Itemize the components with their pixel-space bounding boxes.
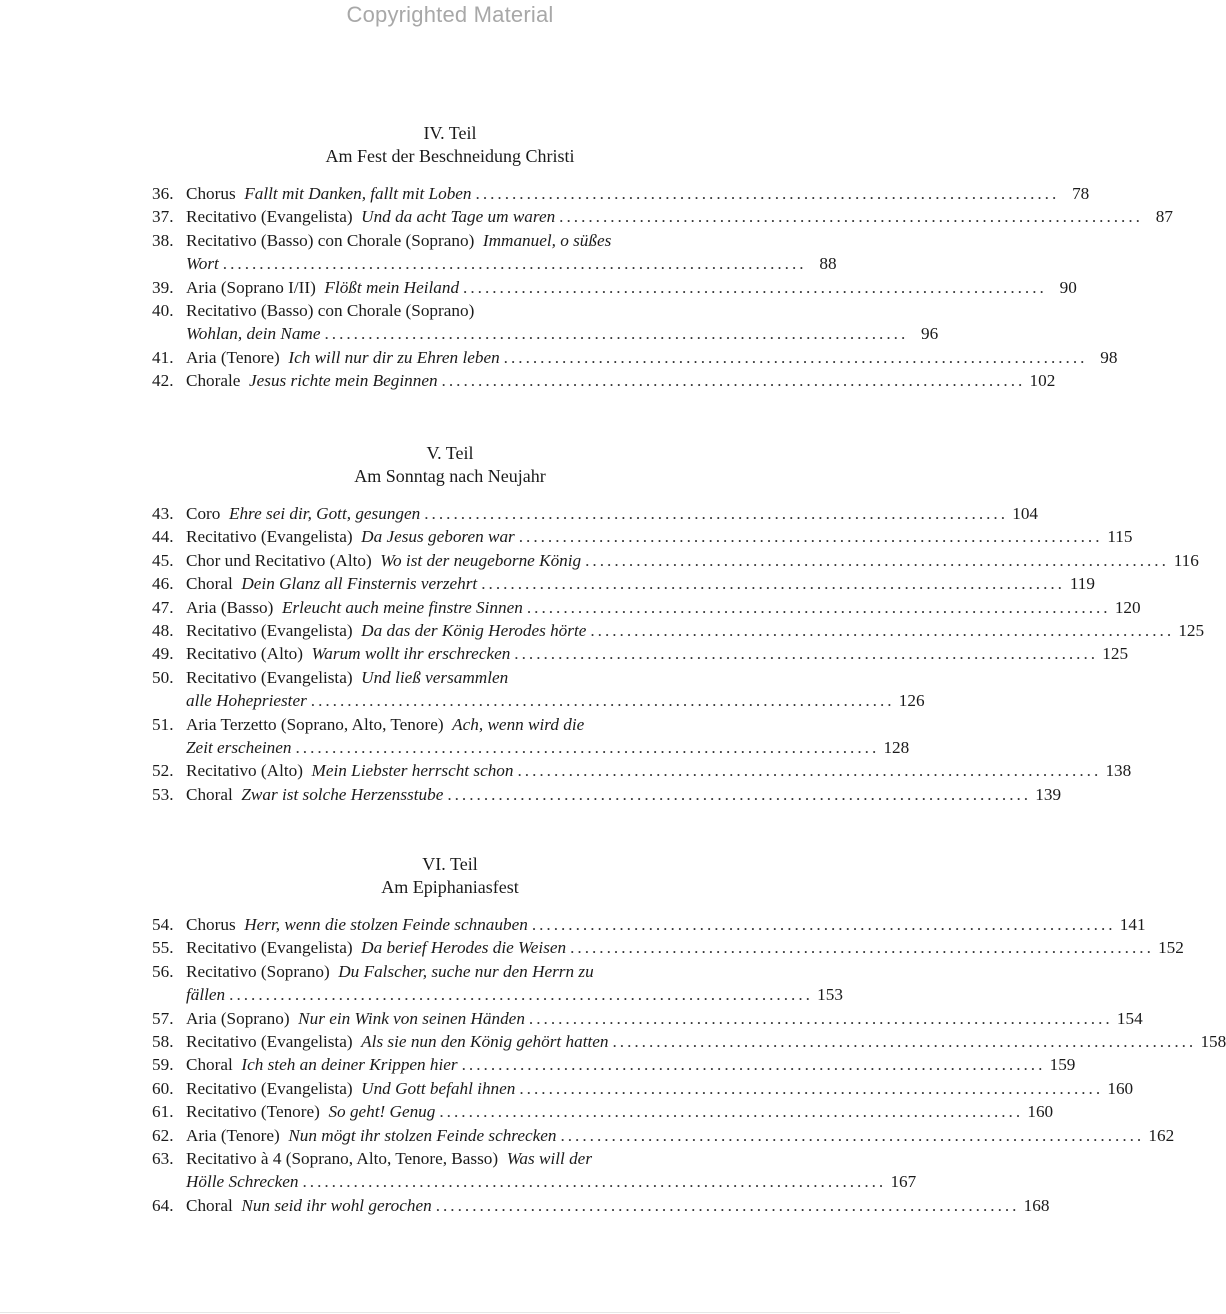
movement-title: Und da acht Tage um waren — [361, 207, 556, 227]
dot-leader: ................................................................................ — [461, 1055, 1046, 1075]
page-number: 104 — [1012, 504, 1038, 523]
page-number: 160 — [1027, 1102, 1054, 1122]
page-number: 168 — [1023, 1195, 1050, 1215]
movement-type: Aria (Tenore) — [186, 1125, 280, 1145]
movement-type: Chorale — [186, 371, 241, 391]
entry-number: 37. — [152, 207, 174, 227]
movement-title: Ich will nur dir zu Ehren leben — [288, 347, 500, 367]
movement-type: Recitativo (Evangelista) — [186, 207, 353, 227]
toc-entry — [152, 642, 1129, 665]
entry-number: 55. — [152, 938, 174, 958]
movement-title: Ach, wenn wird die — [452, 714, 585, 734]
copyright-watermark: Copyrighted Material — [346, 2, 554, 27]
movement-type: Recitativo (Basso) con Chorale (Soprano) — [186, 230, 475, 250]
entry-text — [186, 936, 566, 959]
movement-type: Recitativo (Evangelista) — [186, 621, 353, 641]
section-part-4 — [0, 122, 1173, 393]
movement-title: Erleucht auch meine finstre Sinnen — [281, 597, 523, 617]
entry-text — [186, 619, 586, 642]
page-number: 162 — [1148, 1125, 1175, 1145]
page-number: 125 — [1178, 621, 1205, 641]
toc-entry — [152, 299, 939, 346]
dot-leader: ................................................................................ — [531, 915, 1116, 934]
entry-text — [186, 525, 515, 548]
entry-line — [152, 1147, 716, 1170]
entry-line — [152, 736, 910, 759]
entry-line — [152, 525, 1133, 548]
entry-line — [152, 276, 1077, 299]
entry-number: 56. — [152, 961, 174, 981]
entry-line — [152, 713, 716, 736]
entry-number: 54. — [152, 915, 174, 934]
dot-leader: ................................................................................ — [324, 324, 909, 344]
entry-text — [186, 1100, 435, 1123]
dot-leader: ................................................................................ — [475, 184, 1060, 203]
dot-leader: ................................................................................ — [481, 574, 1065, 594]
movement-title: Und ließ versammlen — [361, 667, 509, 687]
movement-title: Was will der — [506, 1149, 593, 1169]
entry-text — [186, 229, 611, 252]
toc-entry — [152, 525, 1133, 548]
movement-type: Chor und Recitativo (Alto) — [186, 550, 372, 570]
toc-entry — [152, 936, 1184, 959]
entry-number: 59. — [152, 1055, 174, 1075]
page-number: 153 — [817, 985, 843, 1005]
movement-title: fällen — [186, 985, 226, 1005]
section-title: V. Teil — [426, 443, 474, 463]
entry-list — [152, 502, 1205, 806]
section-subtitle: Am Sonntag nach Neujahr — [354, 466, 546, 486]
movement-title: Fallt mit Danken, fallt mit Loben — [244, 184, 472, 203]
movement-type: Aria Terzetto (Soprano, Alto, Tenore) — [186, 714, 444, 734]
toc-entry — [152, 502, 1038, 525]
movement-title: Dein Glanz all Finsternis verzehrt — [241, 574, 478, 594]
entry-text — [186, 1170, 298, 1193]
movement-type: Choral — [186, 574, 233, 594]
entry-number: 48. — [152, 621, 174, 641]
toc-entry — [152, 619, 1205, 642]
entry-line — [152, 783, 1062, 806]
entry-text — [186, 322, 320, 345]
toc-entry — [152, 572, 1095, 595]
page-number: 119 — [1069, 574, 1095, 594]
section-title: IV. Teil — [423, 123, 477, 143]
entry-line — [152, 502, 1038, 525]
dot-leader: ................................................................................ — [528, 1008, 1113, 1028]
dot-leader: ................................................................................ — [229, 985, 813, 1005]
entry-list — [152, 913, 1226, 1217]
entry-number: 39. — [152, 277, 174, 297]
entry-number: 50. — [152, 667, 174, 687]
entry-number: 61. — [152, 1102, 174, 1122]
movement-title: Warum wollt ihr erschrecken — [311, 644, 511, 664]
toc-entry — [152, 1194, 1050, 1217]
entry-line — [152, 913, 1146, 936]
dot-leader: ................................................................................ — [518, 527, 1103, 547]
entry-text — [186, 713, 584, 736]
dot-leader: ................................................................................ — [517, 761, 1102, 781]
movement-type: Coro — [186, 504, 221, 523]
toc-entry — [152, 205, 1173, 228]
page-number: 90 — [1059, 277, 1077, 297]
entry-number: 51. — [152, 714, 174, 734]
toc-entry — [152, 1007, 1143, 1030]
movement-title: Mein Liebster herrscht schon — [311, 761, 514, 781]
entry-line — [152, 689, 925, 712]
toc-entry — [152, 182, 1090, 205]
movement-title: Immanuel, o süßes — [482, 230, 612, 250]
page-number: 98 — [1100, 347, 1118, 367]
toc-entry — [152, 666, 925, 713]
entry-text — [186, 1007, 525, 1030]
page-number: 78 — [1072, 184, 1090, 203]
movement-title: Flößt mein Heiland — [324, 277, 460, 297]
entry-text — [186, 276, 459, 299]
dot-leader: ................................................................................ — [439, 1102, 1024, 1122]
entry-text — [186, 1124, 556, 1147]
entry-text — [186, 960, 594, 983]
entry-number: 42. — [152, 371, 174, 391]
entry-text — [186, 205, 555, 228]
toc-entry — [152, 229, 837, 276]
dot-leader: ................................................................................ — [295, 738, 880, 758]
dot-leader: ................................................................................ — [222, 254, 807, 274]
movement-title: Da berief Herodes die Weisen — [361, 938, 567, 958]
entry-line — [152, 596, 1141, 619]
entry-line — [152, 759, 1132, 782]
dot-leader: ................................................................................ — [519, 1078, 1104, 1098]
page-number: 152 — [1158, 938, 1184, 958]
entry-text — [186, 572, 477, 595]
toc-entry — [152, 369, 1056, 392]
page-number: 154 — [1116, 1008, 1143, 1028]
movement-type: Recitativo (Alto) — [186, 761, 303, 781]
entry-line — [152, 666, 716, 689]
dot-leader: ................................................................................ — [514, 644, 1099, 664]
dot-leader: ................................................................................ — [526, 597, 1111, 617]
entry-text — [186, 642, 510, 665]
dot-leader: ................................................................................ — [560, 1125, 1145, 1145]
dot-leader: ................................................................................ — [590, 621, 1175, 641]
entry-number: 64. — [152, 1195, 174, 1215]
movement-title: Wort — [186, 254, 219, 274]
movement-type: Recitativo (Basso) con Chorale (Soprano) — [186, 301, 475, 321]
entry-line — [152, 549, 1199, 572]
entry-line — [152, 369, 1056, 392]
movement-type: Aria (Soprano) — [186, 1008, 290, 1028]
entry-line — [152, 252, 837, 275]
toc-entry — [152, 1124, 1175, 1147]
entry-line — [152, 1124, 1175, 1147]
toc-entry — [152, 713, 910, 760]
entry-text — [186, 549, 581, 572]
entry-text — [186, 252, 219, 275]
movement-type: Aria (Basso) — [186, 597, 274, 617]
movement-title: Ich steh an deiner Krippen hier — [241, 1055, 458, 1075]
page-number: 115 — [1107, 527, 1133, 547]
movement-type: Recitativo à 4 (Soprano, Alto, Tenore, Basso) — [186, 1149, 499, 1169]
toc-entry — [152, 596, 1141, 619]
entry-number: 58. — [152, 1032, 174, 1052]
page-number: 141 — [1119, 915, 1146, 934]
toc-entry — [152, 1077, 1134, 1100]
toc-entry — [152, 1030, 1226, 1053]
dot-leader: ................................................................................ — [302, 1172, 887, 1192]
entry-text — [186, 1030, 608, 1053]
entry-line — [152, 1100, 1054, 1123]
page-number: 128 — [883, 738, 910, 758]
entry-text — [186, 596, 523, 619]
movement-title: Herr, wenn die stolzen Feinde schnauben — [244, 915, 528, 934]
entry-number: 40. — [152, 301, 174, 321]
toc-entry — [152, 276, 1077, 299]
entry-line — [152, 1007, 1143, 1030]
entry-number: 62. — [152, 1125, 174, 1145]
movement-title: Nun mögt ihr stolzen Feinde schrecken — [288, 1125, 557, 1145]
movement-type: Choral — [186, 784, 233, 804]
entry-text — [186, 983, 225, 1006]
entry-line — [152, 619, 1205, 642]
dot-leader: ................................................................................ — [559, 207, 1143, 227]
toc-entry — [152, 1147, 917, 1194]
entry-number: 52. — [152, 761, 174, 781]
movement-type: Aria (Soprano I/II) — [186, 277, 316, 297]
dot-leader: ................................................................................ — [503, 347, 1088, 367]
entry-text — [186, 1077, 515, 1100]
page-number: 139 — [1035, 784, 1062, 804]
entry-line — [152, 572, 1095, 595]
entry-number: 43. — [152, 504, 174, 523]
movement-title: Hölle Schrecken — [186, 1172, 299, 1192]
movement-type: Recitativo (Evangelista) — [186, 1032, 353, 1052]
entry-text — [186, 783, 443, 806]
page-number: 120 — [1114, 597, 1141, 617]
entry-number: 53. — [152, 784, 174, 804]
entry-text — [186, 736, 291, 759]
entry-text — [186, 502, 420, 525]
page-number: 88 — [819, 254, 837, 274]
entry-line — [152, 299, 716, 322]
page-number: 167 — [890, 1172, 917, 1192]
movement-title: Nur ein Wink von seinen Händen — [298, 1008, 525, 1028]
movement-type: Aria (Tenore) — [186, 347, 280, 367]
entry-text — [186, 369, 438, 392]
entry-line — [152, 229, 716, 252]
entry-number: 38. — [152, 230, 174, 250]
movement-type: Chorus — [186, 915, 236, 934]
dot-leader: ................................................................................ — [570, 938, 1154, 958]
page-number: 102 — [1029, 371, 1056, 391]
section-subtitle: Am Epiphaniasfest — [381, 877, 519, 897]
movement-title: Wo ist der neugeborne König — [380, 550, 582, 570]
toc-entry — [152, 913, 1146, 936]
movement-title: Als sie nun den König gehört hatten — [361, 1032, 609, 1052]
dot-leader: ................................................................................ — [435, 1195, 1020, 1215]
movement-title: Da Jesus geboren war — [361, 527, 515, 547]
entry-line — [152, 322, 939, 345]
entry-text — [186, 299, 474, 322]
toc-entry — [152, 1100, 1054, 1123]
entry-line — [152, 1077, 1134, 1100]
page-number: 96 — [921, 324, 939, 344]
movement-title: Ehre sei dir, Gott, gesungen — [228, 504, 421, 523]
movement-type: Choral — [186, 1195, 233, 1215]
movement-type: Recitativo (Evangelista) — [186, 1078, 353, 1098]
movement-type: Recitativo (Alto) — [186, 644, 303, 664]
page-number: 138 — [1105, 761, 1132, 781]
entry-line — [152, 1030, 1226, 1053]
entry-number: 49. — [152, 644, 174, 664]
movement-title: Und Gott befahl ihnen — [361, 1078, 516, 1098]
movement-title: Du Falscher, suche nur den Herrn zu — [338, 961, 594, 981]
dot-leader: ................................................................................ — [424, 504, 1008, 523]
toc-entry — [152, 759, 1132, 782]
dot-leader: ................................................................................ — [612, 1032, 1197, 1052]
entry-number: 63. — [152, 1149, 174, 1169]
movement-title: alle Hohepriester — [186, 691, 307, 711]
entry-number: 36. — [152, 184, 174, 203]
movement-type: Choral — [186, 1055, 233, 1075]
entry-text — [186, 346, 500, 369]
section-part-5 — [0, 442, 1205, 806]
entry-list — [152, 182, 1173, 393]
movement-type: Chorus — [186, 184, 236, 203]
entry-line — [152, 1053, 1076, 1076]
movement-type: Recitativo (Evangelista) — [186, 667, 353, 687]
entry-line — [152, 182, 1090, 205]
entry-line — [152, 642, 1129, 665]
entry-text — [186, 666, 508, 689]
entry-number: 60. — [152, 1078, 174, 1098]
entry-text — [186, 1053, 458, 1076]
entry-line — [152, 1170, 917, 1193]
movement-type: Recitativo (Evangelista) — [186, 527, 353, 547]
entry-number: 41. — [152, 347, 174, 367]
entry-number: 47. — [152, 597, 174, 617]
section-title: VI. Teil — [422, 854, 478, 874]
movement-type: Recitativo (Tenore) — [186, 1102, 320, 1122]
entry-text — [186, 689, 307, 712]
entry-number: 45. — [152, 550, 174, 570]
entry-line — [152, 960, 716, 983]
entry-number: 57. — [152, 1008, 174, 1028]
entry-text — [186, 182, 472, 205]
page-number: 158 — [1200, 1032, 1226, 1052]
section-part-6 — [0, 853, 1226, 1217]
toc-entry — [152, 549, 1199, 572]
entry-text — [186, 913, 528, 936]
page-number: 126 — [898, 691, 925, 711]
entry-line — [152, 983, 843, 1006]
movement-title: Da das der König Herodes hörte — [361, 621, 587, 641]
movement-title: Zeit erscheinen — [186, 738, 292, 758]
page-number: 116 — [1173, 550, 1199, 570]
entry-text — [186, 1194, 432, 1217]
toc-entry — [152, 783, 1062, 806]
section-subtitle: Am Fest der Beschneidung Christi — [325, 146, 575, 166]
movement-title: Nun seid ihr wohl gerochen — [241, 1195, 432, 1215]
dot-leader: ................................................................................ — [447, 784, 1032, 804]
toc-entry — [152, 346, 1118, 369]
entry-text — [186, 1147, 592, 1170]
toc-entry — [152, 1053, 1076, 1076]
entry-line — [152, 346, 1118, 369]
movement-type: Recitativo (Soprano) — [186, 961, 330, 981]
page-number: 87 — [1155, 207, 1173, 227]
entry-text — [186, 759, 513, 782]
page-number: 160 — [1107, 1078, 1134, 1098]
movement-title: Zwar ist solche Herzensstube — [241, 784, 444, 804]
dot-leader: ................................................................................ — [441, 371, 1026, 391]
entry-number: 46. — [152, 574, 174, 594]
entry-number: 44. — [152, 527, 174, 547]
page-number: 125 — [1102, 644, 1129, 664]
movement-title: Wohlan, dein Name — [186, 324, 321, 344]
entry-line — [152, 205, 1173, 228]
entry-line — [152, 936, 1184, 959]
movement-title: Jesus richte mein Beginnen — [249, 371, 438, 391]
page-number: 159 — [1049, 1055, 1076, 1075]
entry-line — [152, 1194, 1050, 1217]
dot-leader: ................................................................................ — [463, 277, 1047, 297]
movement-type: Recitativo (Evangelista) — [186, 938, 353, 958]
toc-entry — [152, 960, 843, 1007]
dot-leader: ................................................................................ — [310, 691, 895, 711]
page-edge-line — [0, 1312, 900, 1313]
dot-leader: ................................................................................ — [585, 550, 1169, 570]
movement-title: So geht! Genug — [328, 1102, 436, 1122]
